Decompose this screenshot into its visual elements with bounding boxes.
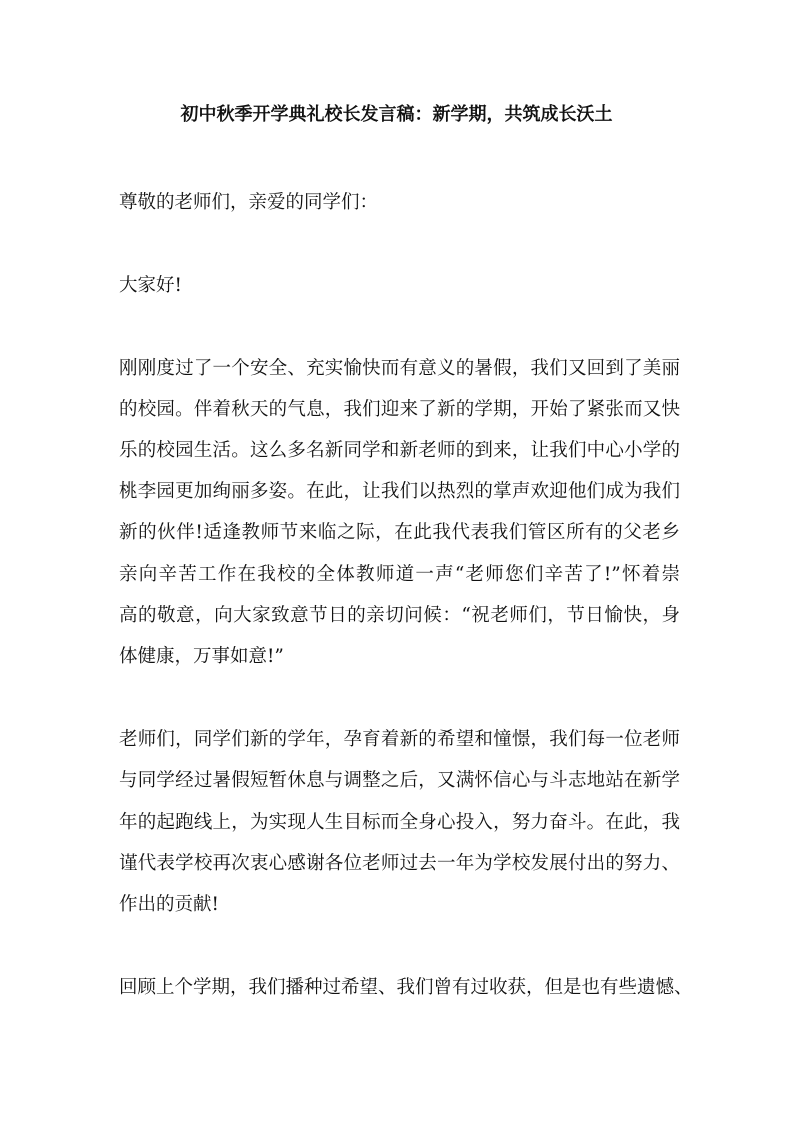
text-line: 桃李园更加绚丽多姿。在此，让我们以热烈的掌声欢迎他们成为我们: [119, 481, 680, 502]
text-line: 作出的贡献!: [119, 894, 219, 915]
text-line: 的校园。伴着秋天的气息，我们迎来了新的学期，开始了紧张而又快: [119, 399, 680, 420]
text-line: 新的伙伴!适逢教师节来临之际，在此我代表我们管区所有的父老乡: [119, 522, 680, 543]
text-line: 老师们，同学们新的学年，孕育着新的希望和憧憬，我们每一位老师: [119, 729, 680, 750]
text-line: 年的起跑线上，为实现人生目标而全身心投入，努力奋斗。在此，我: [119, 812, 680, 833]
text-line: 亲向辛苦工作在我校的全体教师道一声“老师您们辛苦了!”怀着崇: [119, 564, 680, 585]
text-line: 大家好!: [119, 275, 182, 296]
document-title: 初中秋季开学典礼校长发言稿：新学期，共筑成长沃土: [180, 104, 613, 125]
text-line: 尊敬的老师们，亲爱的同学们：: [119, 192, 379, 213]
text-line: 回顾上个学期，我们播种过希望、我们曾有过收获，但是也有些遗憾、: [119, 977, 693, 998]
text-line: 乐的校园生活。这么多名新同学和新老师的到来，让我们中心小学的: [119, 440, 680, 461]
text-line: 刚刚度过了一个安全、充实愉快而有意义的暑假，我们又回到了美丽: [119, 358, 680, 379]
text-line: 谨代表学校再次衷心感谢各位老师过去一年为学校发展付出的努力、: [119, 853, 680, 874]
text-line: 与同学经过暑假短暂休息与调整之后，又满怀信心与斗志地站在新学: [119, 770, 680, 791]
text-line: 体健康，万事如意!”: [119, 646, 284, 667]
text-line: 高的敬意，向大家致意节日的亲切问候：“祝老师们，节日愉快，身: [119, 605, 680, 626]
